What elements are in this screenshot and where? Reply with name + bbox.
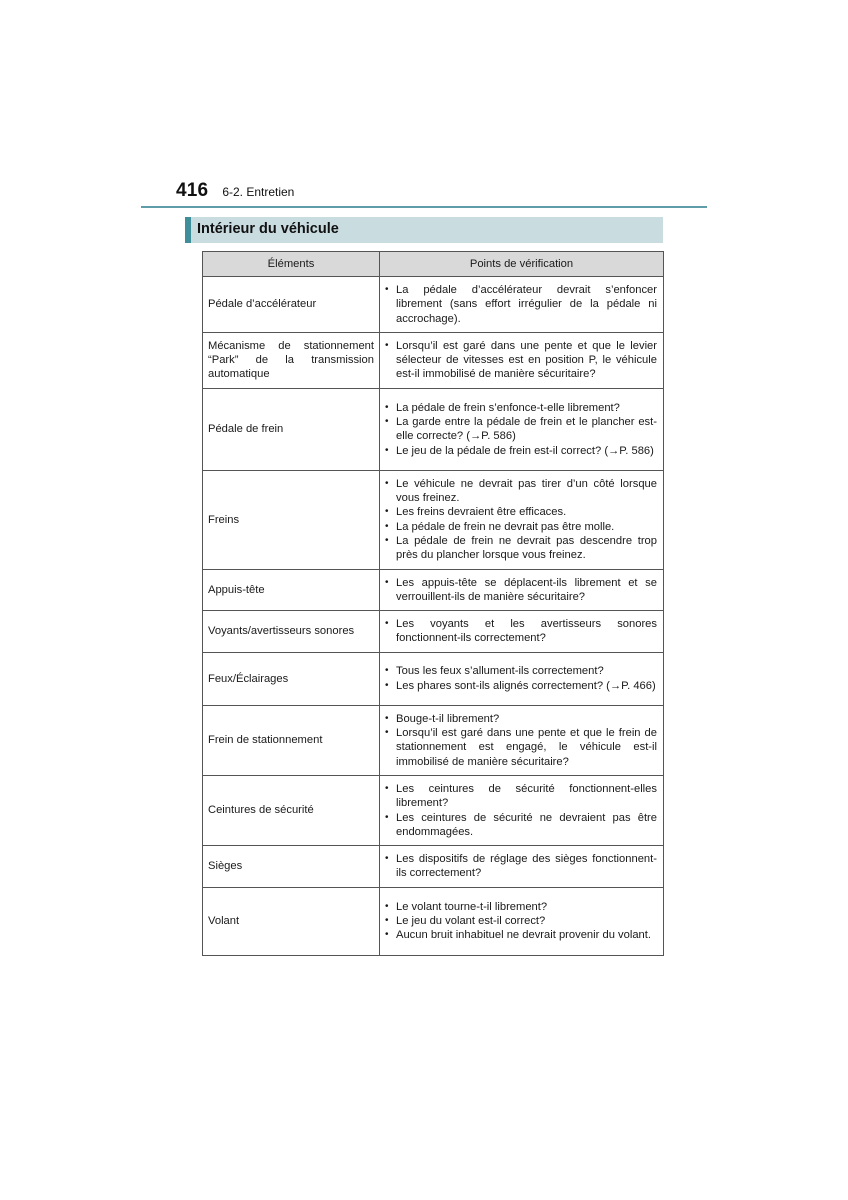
table-row: [203, 846, 664, 888]
inspection-table: [202, 251, 664, 956]
points-list: [384, 712, 657, 769]
page-header: [176, 180, 294, 204]
check-point: • La garde entre la pédale de frein et le plancher est-elle correcte? (→P. 586): [384, 415, 657, 444]
table-row: [203, 611, 664, 653]
check-point: • Lorsqu’il est garé dans une pente et que le frein de stationnement est engagé, le véhicule est-il immobilisé de manière sécuritaire?: [384, 726, 657, 769]
table-row: [203, 705, 664, 775]
item-cell: Mécanisme de stationnement “Park” de la transmission automatique: [203, 332, 380, 388]
points-list: [384, 283, 657, 326]
table-row: [203, 277, 664, 333]
check-point: • Le volant tourne-t-il librement?: [384, 900, 657, 914]
table-row: [203, 332, 664, 388]
check-point: • Tous les feux s’allument-ils correctement?: [384, 664, 657, 678]
points-cell: [380, 388, 664, 470]
points-list: [384, 852, 657, 881]
item-cell: Appuis-tête: [203, 569, 380, 611]
check-point: • La pédale de frein ne devrait pas être molle.: [384, 520, 657, 534]
table-row: [203, 388, 664, 470]
check-point: • La pédale de frein s’enfonce-t-elle librement?: [384, 401, 657, 415]
table-row: [203, 470, 664, 569]
points-list: [384, 401, 657, 458]
points-list: [384, 477, 657, 563]
check-point: • Aucun bruit inhabituel ne devrait provenir du volant.: [384, 928, 657, 942]
points-cell: [380, 775, 664, 845]
check-point: • Les freins devraient être efficaces.: [384, 505, 657, 519]
check-point: • Le jeu du volant est-il correct?: [384, 914, 657, 928]
points-cell: [380, 611, 664, 653]
page-number: 416: [176, 180, 209, 201]
table-body: [203, 277, 664, 956]
check-point: • La pédale d’accélérateur devrait s’enfoncer librement (sans effort irrégulier de la pédale ni accrochage).: [384, 283, 657, 326]
item-cell: Freins: [203, 470, 380, 569]
check-point: • Les appuis-tête se déplacent-ils librement et se verrouillent-ils de manière sécuritaire?: [384, 576, 657, 605]
points-list: [384, 900, 657, 943]
check-point: • Les phares sont-ils alignés correctement? (→P. 466): [384, 679, 657, 693]
points-cell: [380, 332, 664, 388]
table-header-row: [203, 252, 664, 277]
item-cell: Volant: [203, 887, 380, 955]
points-cell: [380, 470, 664, 569]
check-point: • Le jeu de la pédale de frein est-il correct? (→P. 586): [384, 444, 657, 458]
points-cell: [380, 569, 664, 611]
item-cell: Pédale d’accélérateur: [203, 277, 380, 333]
item-cell: Voyants/avertisseurs sonores: [203, 611, 380, 653]
header-divider: [141, 206, 707, 208]
section-title: Intérieur du véhicule: [197, 221, 339, 237]
points-cell: [380, 887, 664, 955]
item-cell: Ceintures de sécurité: [203, 775, 380, 845]
check-point: • Bouge-t-il librement?: [384, 712, 657, 726]
check-point: • Les ceintures de sécurité ne devraient pas être endommagées.: [384, 811, 657, 840]
item-cell: Pédale de frein: [203, 388, 380, 470]
check-point: • Lorsqu’il est garé dans une pente et que le levier sélecteur de vitesses est en position P, le véhicule est-il immobilisé de manière sécuritaire?: [384, 339, 657, 382]
column-header-points: Points de vérification: [380, 252, 664, 277]
points-list: [384, 664, 657, 693]
check-point: • Les dispositifs de réglage des sièges fonctionnent-ils correctement?: [384, 852, 657, 881]
column-header-items: Éléments: [203, 252, 380, 277]
table-row: [203, 887, 664, 955]
table-row: [203, 775, 664, 845]
table-row: [203, 652, 664, 705]
item-cell: Sièges: [203, 846, 380, 888]
points-list: [384, 339, 657, 382]
table-row: [203, 569, 664, 611]
item-cell: Frein de stationnement: [203, 705, 380, 775]
check-point: • La pédale de frein ne devrait pas descendre trop près du plancher lorsque vous freinez.: [384, 534, 657, 563]
item-cell: Feux/Éclairages: [203, 652, 380, 705]
check-point: • Les voyants et les avertisseurs sonores fonctionnent-ils correctement?: [384, 617, 657, 646]
check-point: • Les ceintures de sécurité fonctionnent-elles librement?: [384, 782, 657, 811]
check-point: • Le véhicule ne devrait pas tirer d’un côté lorsque vous freinez.: [384, 477, 657, 506]
points-list: [384, 617, 657, 646]
points-list: [384, 782, 657, 839]
points-cell: [380, 277, 664, 333]
points-list: [384, 576, 657, 605]
points-cell: [380, 705, 664, 775]
points-cell: [380, 652, 664, 705]
section-accent-bar: [185, 217, 191, 243]
points-cell: [380, 846, 664, 888]
section-heading-bar: [185, 217, 663, 243]
section-breadcrumb: 6-2. Entretien: [222, 185, 295, 199]
